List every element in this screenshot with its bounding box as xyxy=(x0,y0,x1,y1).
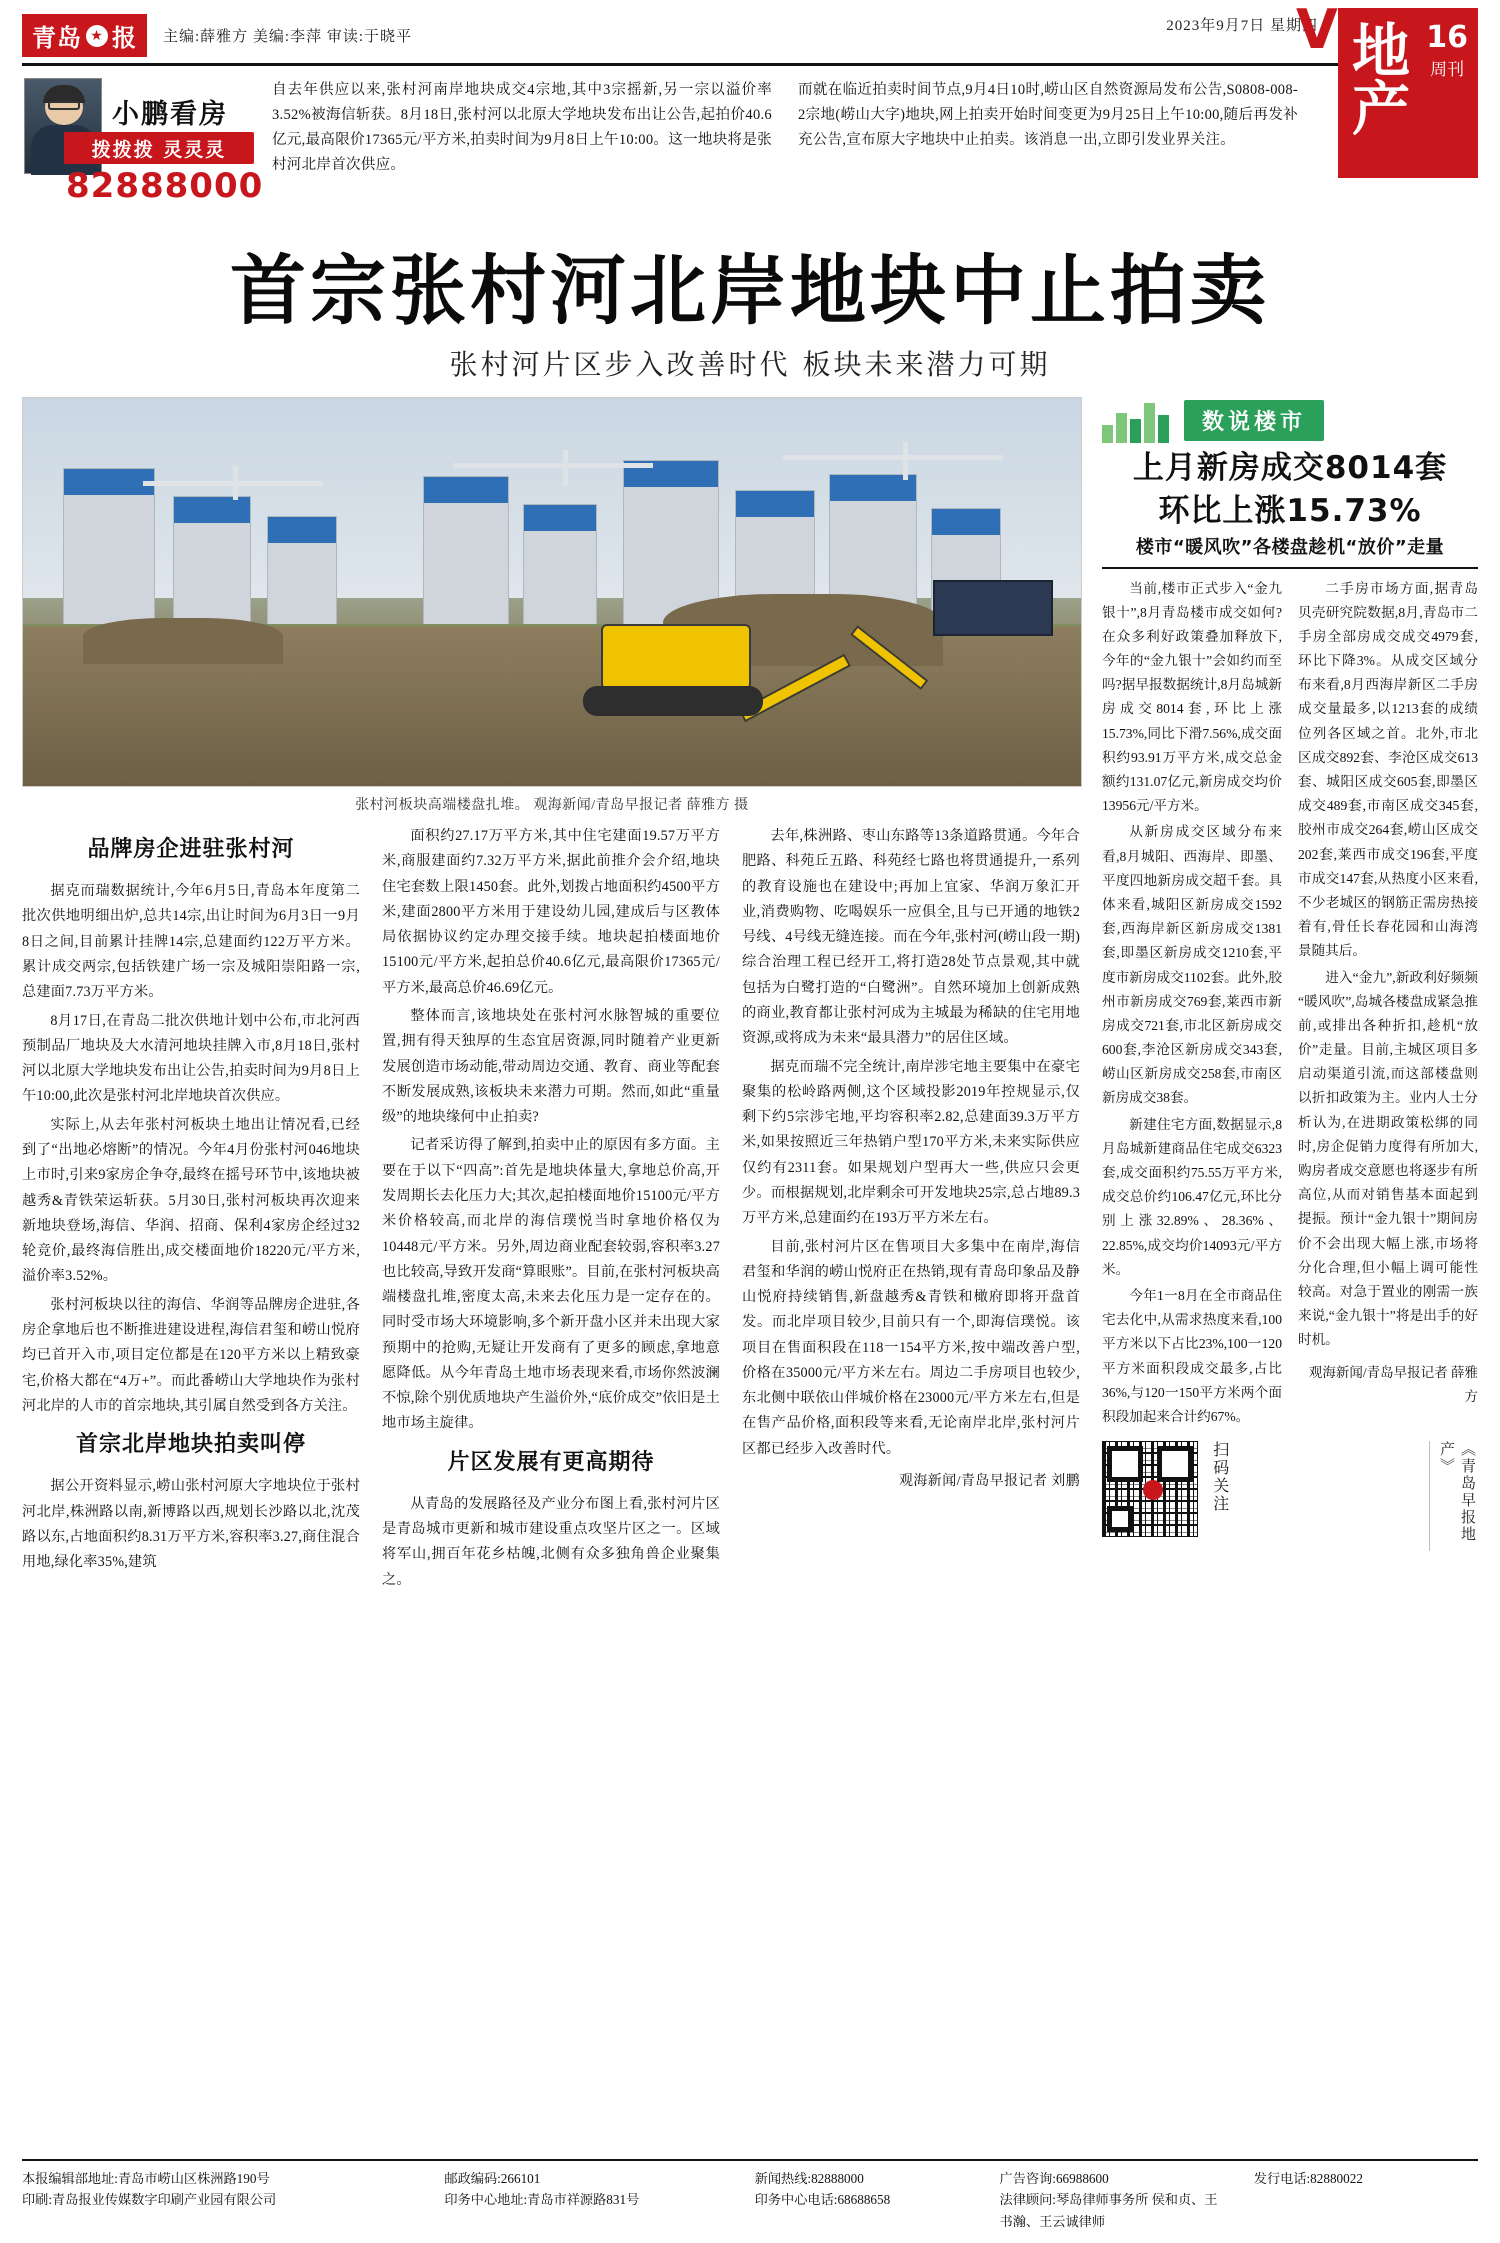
building-cap xyxy=(64,469,154,495)
paragraph: 从青岛的发展路径及产业分布图上看,张村河片区是青岛城市更新和城市建设重点攻坚片区之一。区域将军山,拥百年花乡枯魄,北侧有众多独角兽企业聚集之。 xyxy=(382,1495,720,1588)
building-4 xyxy=(423,476,509,636)
qr-scan-label: 扫码关注 xyxy=(1210,1441,1228,1514)
building-cap xyxy=(268,517,336,543)
bar-chart-icon xyxy=(1102,397,1174,443)
crane-2 xyxy=(453,463,653,468)
paragraph: 二手房市场方面,据青岛贝壳研究院数据,8月,青岛市二手房全部房成交成交4979套,环比下降3%。从成交区域分布来看,8月西海岸新区二手房成交量最多,以1213套的成绩位列各区域之首。北外,市北区成交892套、李沧区成交613套、城阳区成交605套,即墨区成交489套,市南区成交345套,胶州市成交264套,崂山区成交202套,莱西市成交196套,平度市成交147套,从热度小区来看,不少老城区的钢筋正需房热接着有,骨任长春花园和山海湾景随其后。 xyxy=(1298,580,1478,959)
glasses-icon xyxy=(48,101,80,110)
rail-header xyxy=(1102,397,1478,443)
page-footer xyxy=(22,2159,1478,2233)
article-column-3 xyxy=(742,824,1080,1596)
flag-v-mark: V xyxy=(1296,0,1338,61)
building-5 xyxy=(523,504,597,636)
body-wrapper xyxy=(22,397,1478,1596)
qr-center-logo-icon xyxy=(1143,1480,1163,1500)
intro-columns xyxy=(272,78,1478,216)
crane-3 xyxy=(783,455,1003,460)
footer-text: 印务中心地址:青岛市祥源路831号 xyxy=(444,2192,640,2208)
rail-badge: 数说楼市 xyxy=(1184,400,1324,441)
paragraph: 记者采访得了解到,拍卖中止的原因有多方面。主要在于以下“四高”:首先是地块体量大,拿地总价高,开发周期长去化压力大;其次,起拍楼面地价15100元/平方米价格较高,而北岸的海信璞悦当时拿地价格仅为10448元/平方米。另外,周边商业配套较弱,容积率3.27也比较高,导致开发商“算眼账”。目前,在张村河板块高端楼盘扎堆,密度太高,未来去化压力是一定存在的。同时受市场大环境影响,多个新开盘小区并未出现大家预期中的抢购,无疑让开发商有了更多的顾虑,拿地意愿降低。从今年青岛土地市场表现来看,市场你然波澜不惊,除个别优质地块产生溢价外,“底价成交”依旧是土地市场主旋律。 xyxy=(382,1137,720,1432)
main-headline: 首宗张村河北岸地块中止拍卖 xyxy=(230,246,1270,335)
paragraph: 整体而言,该地块处在张村河水脉智城的重要位置,拥有得天独厚的生态宜居资源,同时随着产业更新发展创造市场动能,带动周边交通、教育、商业等配套不断发展成熟,该板块未来潜力可期。然而,如此“重量级”的地块缘何中止拍卖? xyxy=(382,1007,720,1126)
paragraph: 面积约27.17万平方米,其中住宅建面19.57万平方米,商服建面约7.32万平方米,据此前推介会介绍,地块住宅套数上限1450套。此外,划拨占地面积约4500平方米,建面2800平方米用于建设幼儿园,建成后与区教体局依据协议约定办理交接手续。地块起拍楼面地价15100元/平方米,起拍总价40.6亿元,最高限价17365元/平方米,最高总价46.69亿元。 xyxy=(382,828,720,996)
flag-weekly-label: 周刊 xyxy=(1430,60,1465,79)
paragraph: 实际上,从去年张村河板块土地出让情况看,已经到了“出地必熔断”的情况。今年4月份张村河046地块上市时,引来9家房企争夺,最终在摇号环节中,该地块被越秀&青铁荣运斩获。5月30日,张村河板块再次迎来新地块登场,海信、华润、招商、保利4家房企经过32轮竞价,最终海信胜出,成交楼面地价18220元/平方米,溢价率3.52%。 xyxy=(22,1116,360,1285)
crane-mast-1 xyxy=(233,466,238,500)
building-3 xyxy=(267,516,337,636)
paragraph: 目前,张村河片区在售项目大多集中在南岸,海信君玺和华润的崂山悦府正在热销,现有青岛印象品及静山悦府持续销售,新盘越秀&青铁和橄府即将开盘首发。而北岸项目较少,目前只有一个,即海信璞悦。该项目在售面积段在118一154平方米,按中端改善户型,价格在35000元/平方米左右。周边二手房项目也较少,东北侧中联依山伴城价格在23000元/平方米左右,但是在售产品价格,面积段等来看,无论南岸北岸,张村河片区都已经步入改善时代。 xyxy=(742,1238,1080,1457)
crane-mast-2 xyxy=(563,450,568,486)
footer-text: 发行电话:82880022 xyxy=(1253,2170,1363,2186)
rail-title-line2: 环比上涨15.73% xyxy=(1158,492,1422,529)
intro-paragraph-2: 而就在临近拍卖时间节点,9月4日10时,崂山区自然资源局发布公告,S0808-008-2宗地(崂山大字)地块,网上拍卖开始时间变更为9月25日上午10:00,随后再发补充公告,宣布原大字地块中止拍卖。该消息一出,立即引发业界关注。 xyxy=(798,82,1298,148)
excavator-track xyxy=(583,686,763,716)
rail-subtitle: 楼市“暖风吹”各楼盘趁机“放价”走量 xyxy=(1102,533,1478,569)
intro-paragraph-1: 自去年供应以来,张村河南岸地块成交4宗地,其中3宗摇新,另一宗以溢价率3.52%被海信斩获。8月18日,张村河以北原大学地块发布出让公告,起拍价40.6亿元,最高限价17365元/平方米,拍卖时间为9月8日上午10:00。这一地块将是张村河北岸首次供应。 xyxy=(272,82,772,173)
footer-text: 本报编辑部地址:青岛市崂山区株洲路190号 xyxy=(22,2170,270,2186)
qr-row xyxy=(1102,1441,1478,1551)
footer-text: 新闻热线:82888000 xyxy=(754,2170,864,2186)
footer-column-address xyxy=(22,2168,414,2233)
footer-column-distribution xyxy=(1254,2168,1478,2233)
flag-page-number: 16 xyxy=(1426,20,1468,55)
paragraph: 今年1一8月在全市商品住宅去化中,从需求热度来看,100平方米以下占比23%,100一120平方米面积段成交最多,占比36%,与120一150平方米两个面积段加起来合计约67%。 xyxy=(1102,1287,1282,1424)
building-cap xyxy=(524,505,596,531)
flag-right xyxy=(1420,8,1478,80)
footer-text: 印刷:青岛报业传媒数字印刷产业园有限公司 xyxy=(22,2192,277,2208)
section-title-2: 首宗北岸地块拍卖叫停 xyxy=(75,1432,306,1458)
section-flag xyxy=(1296,0,1478,178)
masthead-date: 2023年9月7日 星期四 xyxy=(1166,18,1318,34)
lead-photo xyxy=(22,397,1082,787)
masthead xyxy=(22,0,1478,66)
footer-column-hotline xyxy=(755,2168,970,2233)
paragraph: 从新房成交区域分布来看,8月城阳、西海岸、即墨、平度四地新房成交超千套。具体来看,城阳区新房成交1592套,西海岸新区新房成交1381套,即墨区新房成交1210套,平度市新房成交1102套。此外,胶州市新房成交769套,莱西市新房成交721套,市北区新房成交600套,李沧区新房成交343套,崂山区新房成交258套,市南区新房成交38套。 xyxy=(1102,824,1282,1106)
sub-headline: 张村河片区步入改善时代 板块未来潜力可期 xyxy=(449,348,1051,381)
paragraph: 据克而瑞数据统计,今年6月5日,青岛本年度第二批次供地明细出炉,总共14宗,出让时间为6月3日一9月8日之间,目前累计挂牌14宗,总建面约122万平方米。累计成交两宗,包括铁建广场一宗及城阳崇阳路一宗,总建面7.73万平方米。 xyxy=(22,883,360,1001)
section-title-1: 品牌房企进驻张村河 xyxy=(87,837,295,862)
logo-suffix: 报 xyxy=(112,24,137,52)
building-2 xyxy=(173,496,251,636)
section-title-3: 片区发展有更高期待 xyxy=(447,1449,655,1475)
article-column-2 xyxy=(382,824,720,1596)
footer-text: 邮政编码:266101 xyxy=(444,2170,541,2186)
rail-title-line1: 上月新房成交8014套 xyxy=(1132,450,1448,486)
footer-column-ads xyxy=(1000,2168,1224,2233)
article-columns xyxy=(22,824,1082,1596)
sidebar-market-data xyxy=(1102,397,1478,1596)
rail-column-1 xyxy=(1102,577,1282,1432)
paragraph: 8月17日,在青岛二批次供地计划中公布,市北河西预制品厂地块及大水清河地块挂牌入市,8月18日,张村河以北原大学地块发布出让公告,拍卖时间为9月8日上午10:00,此次是张村河北岸地块首次供应。 xyxy=(22,1012,360,1105)
footer-column-postal xyxy=(444,2168,724,2233)
paragraph: 当前,楼市正式步入“金九银十”,8月青岛楼市成交如何?在众多利好政策叠加释放下,今年的“金九银十”会如约而至吗?据早报数据统计,8月岛城新房成交8014套,环比上涨15.73%,同比下滑7.56%,成交面积约93.91万平方米,成交总金额约131.07亿元,新房成交均价13956元/平方米。 xyxy=(1102,580,1282,814)
building-cap xyxy=(932,509,1000,535)
crane-mast-3 xyxy=(903,442,908,480)
rail-column-2 xyxy=(1298,577,1478,1432)
qr-code[interactable] xyxy=(1102,1441,1198,1537)
logo-text: 青岛 xyxy=(32,24,82,52)
article-column-1 xyxy=(22,824,360,1596)
kanfang-promo xyxy=(22,78,264,216)
paragraph: 去年,株洲路、枣山东路等13条道路贯通。今年合肥路、科苑丘五路、科苑经七路也将贯通提升,一系列的教育设施也在建设中;再加上宜家、华润万象汇开业,消费购物、吃喝娱乐一应俱全,且与已开通的地铁2号线、4号线无缝连接。而在今年,张村河(崂山段一期)综合治理工程已经开工,将打造28处节点景观,其中就包括为白鹭打造的“白鹭洲”。自然环境加上创新成熟的商业,教育都让张村河成为主城最为稀缺的住宅用地资源,或将成为未来“最具潜力”的居住区域。 xyxy=(742,828,1080,1047)
photo-caption: 张村河板块高端楼盘扎堆。 观海新闻/青岛早报记者 薛雅方 摄 xyxy=(355,798,749,813)
footer-grid xyxy=(22,2168,1478,2233)
qr-finder-icon xyxy=(1107,1506,1133,1532)
paragraph: 据公开资料显示,崂山张村河原大字地块位于张村河北岸,株洲路以南,新博路以西,规划长沙路以北,沈茂路以东,占地面积约8.31万平方米,容积率3.27,商住混合用地,绿化率35%,建筑 xyxy=(22,1478,360,1571)
footer-text: 广告咨询:66988600 xyxy=(999,2170,1109,2186)
footer-text: 法律顾问:琴岛律师事务所 侯和贞、王书瀚、王云诚律师 xyxy=(999,2192,1218,2230)
newspaper-logo xyxy=(22,14,147,57)
truck xyxy=(933,580,1053,636)
footer-text: 印务中心电话:68688658 xyxy=(754,2192,891,2208)
rail-columns xyxy=(1102,577,1478,1432)
top-intro-zone xyxy=(22,66,1478,216)
kanfang-phone: 82888000 xyxy=(66,166,264,206)
article-byline: 观海新闻/青岛早报记者 刘鹏 xyxy=(899,1474,1080,1490)
kanfang-band: 拨拨拨 灵灵灵 xyxy=(64,132,254,164)
qr-publication-label: 《青岛早报地产》 xyxy=(1429,1441,1478,1551)
logo-mark-icon: ★ xyxy=(86,25,108,47)
building-cap xyxy=(424,477,508,503)
rail-byline: 观海新闻/青岛早报记者 薛雅方 xyxy=(1308,1364,1478,1404)
building-cap xyxy=(174,497,250,523)
flag-section-name: 地产 xyxy=(1352,17,1411,143)
building-cap xyxy=(736,491,814,517)
paragraph: 进入“金九”,新政利好频频“暖风吹”,岛城各楼盘成紧急推前,或排出各种折扣,趁机“放价”走量。目前,主城区项目多启动渠道引流,而这部楼盘则以折扣政策为主。业内人士分析认为,在进期政策松绑的同时,房企促销力度得有所加大,购房者成交意愿也将逐步有所高位,从而对销售基本面起到提振。预计“金九银十”期间房价不会出现大幅上涨,市场将分化合理,但小幅上调可能性较高。对急于置业的刚需一族来说,“金九银十”将是出手的好时机。 xyxy=(1298,969,1478,1348)
building-1 xyxy=(63,468,155,636)
dirt-mound-2 xyxy=(83,618,283,664)
paragraph: 新建住宅方面,数据显示,8月岛城新建商品住宅成交6323套,成交面积约75.55万平方米,成交总价约106.47亿元,环比分别上涨32.89%、28.36%、22.85%,成交均价14093元/平方米。 xyxy=(1102,1116,1282,1277)
main-article-area xyxy=(22,397,1082,1596)
masthead-left xyxy=(22,14,412,57)
kanfang-title: 小鹏看房 xyxy=(112,99,228,130)
paragraph: 据克而瑞不完全统计,南岸涉宅地主要集中在豪宅聚集的松岭路两侧,这个区域投影2019年控规显示,仅剩下约5宗涉宅地,平均容积率2.82,总建面39.3万平方米,如果按照近三年热销户型170平方米,未来实际供应仅约有2311套。如果规划户型再大一些,供应只会更少。而根据规划,北岸剩余可开发地块25宗,总占地89.3万平方米,总建面约在193万平方米左右。 xyxy=(742,1058,1080,1227)
masthead-credits: 主编:薛雅方 美编:李萍 审读:于晓平 xyxy=(163,29,413,45)
paragraph: 张村河板块以往的海信、华润等品牌房企进驻,各房企拿地后也不断推进建设进程,海信君玺和崂山悦府均已首开入市,项目定位都是在120平方米以上精致豪宅,价格大都在“4万+”。而此番崂山大学地块作为张村河北岸的人市的首宗地块,其引属自然受到各方关注。 xyxy=(22,1296,360,1414)
excavator-body xyxy=(601,624,751,690)
